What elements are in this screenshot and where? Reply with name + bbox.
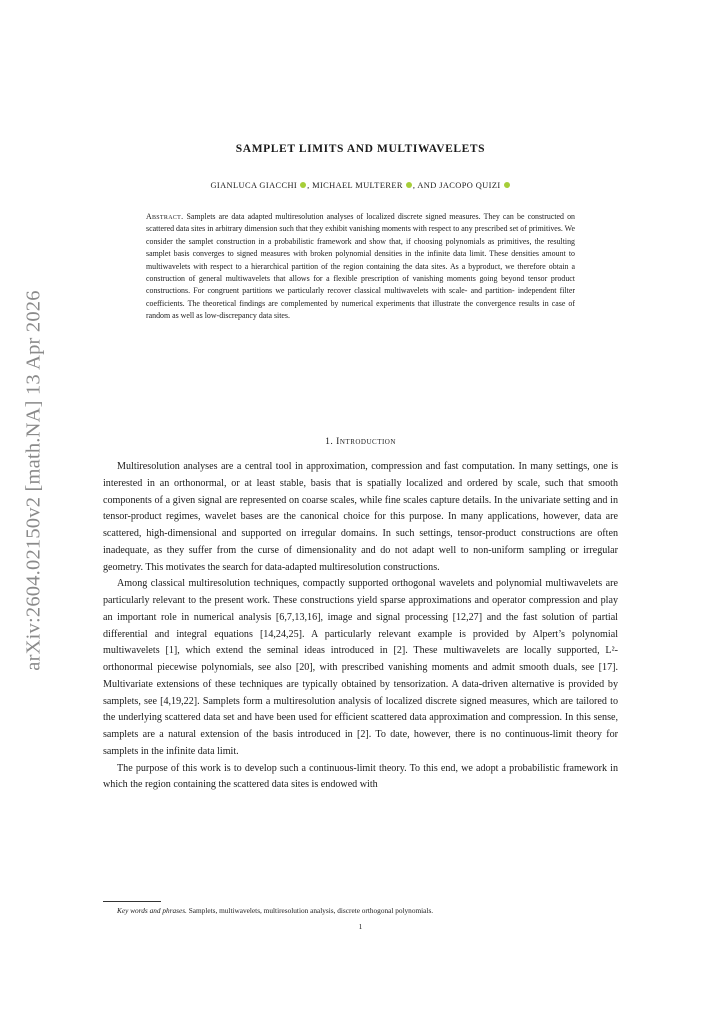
body-text — [103, 459, 618, 794]
arxiv-identifier-stamp — [14, 280, 54, 680]
author-name: , MICHAEL MULTERER — [307, 181, 403, 190]
footnote-divider — [103, 901, 161, 902]
paper-title: SAMPLET LIMITS AND MULTIWAVELETS — [235, 143, 486, 155]
orcid-icon[interactable] — [406, 182, 412, 188]
paragraph: Multiresolution analyses are a central tool in approximation, compression and fast computation. In many settings, one is interested in an orthonormal, or at least stable, basis that is spatially localized and ordered by scale, such that smooth components of a given signal are represented on coarse scales, while fine scales capture details. In the univariate setting and in tensor-product regimes, wavelet bases are the canonical choice for this purpose. In many applications, however, data are scattered, high-dimensional and supported on irregular domains. In such settings, tensor-product constructions are often inadequate, as they suffer from the curse of dimensionality and do not adapt well to non-uniform sampling or irregular geometry. This motivates the search for data-adapted multiresolution constructions. — [103, 461, 618, 573]
author-list — [0, 181, 721, 190]
paragraph: The purpose of this work is to develop such a continuous-limit theory. To this end, we adopt a probabilistic framework in which the region containing the scattered data sites is endowed with — [103, 762, 618, 791]
section-title: Introduction — [336, 436, 396, 447]
abstract — [146, 211, 575, 323]
author-name: , AND JACOPO QUIZI — [412, 181, 501, 190]
arxiv-identifier-text: arXiv:2604.02150v2 [math.NA] 13 Apr 2026 — [22, 289, 45, 671]
paragraph: Among classical multiresolution techniques, compactly supported orthogonal wavelets and polynomial multiwavelets are particularly relevant to the present work. These constructions yield sparse approximations and operator compression and play an important role in numerical analysis [6,7,13,16], image and signal processing [12,27] and the fast solution of partial differential and integral equations [14,24,25]. A particularly relevant example is provided by Alpert’s polynomial multiwavelets [1], which extend the seminal ideas introduced in [2]. These multiwavelets are locally supported, L²-orthonormal piecewise polynomials, see also [20], with prescribed vanishing moments and admit smooth duals, see [17]. Multivariate extensions of these techniques are typically obtained by tensorization. A data-driven alternative is provided by samplets, see [4,19,22]. Samplets form a multiresolution analysis of localized discrete signed measures, which are tailored to the underlying scattered data set and have been used for efficient scattered data approximation and compression. In this sense, samplets are a natural extension of the basis introduced in [2]. To date, however, there is no continuous-limit theory for samplets in the infinite data limit. — [103, 578, 618, 757]
section-number: 1. — [325, 436, 334, 447]
author-name: GIANLUCA GIACCHI — [210, 181, 298, 190]
orcid-icon[interactable] — [504, 182, 510, 188]
abstract-heading: Abstract. — [146, 212, 184, 221]
section-heading — [0, 436, 721, 447]
abstract-text: Samplets are data adapted multiresolution analyses of localized discrete signed measures. They can be constructed on scattered data sites in arbitrary dimension such that they exhibit vanishing moments with respect to any prescribed set of primitives. We consider the samplet construction in a probabilistic framework and show that, if choosing polynomials as primitives, the resulting samplet basis converges to signed measures with broken polynomial densities in the infinite data limit. These densities amount to multiwavelets with respect to a hierarchical partition of the region containing the data sites. As a byproduct, we therefore obtain a construction of general multiwavelets that allows for a flexible prescription of vanishing moments going beyond tensor product constructions. For congruent partitions we particularly recover classical multiwavelets with scale- and partition- independent filter coefficients. The theoretical findings are complemented by numerical experiments that illustrate the convergence results in case of random as well as low-discrepancy data sites. — [146, 212, 575, 321]
footnote-label: Key words and phrases. — [117, 906, 187, 915]
footnote — [117, 906, 617, 916]
orcid-icon[interactable] — [300, 182, 306, 188]
footnote-text: Samplets, multiwavelets, multiresolution analysis, discrete orthogonal polynomials. — [186, 906, 434, 915]
page-number: 1 — [358, 922, 363, 931]
